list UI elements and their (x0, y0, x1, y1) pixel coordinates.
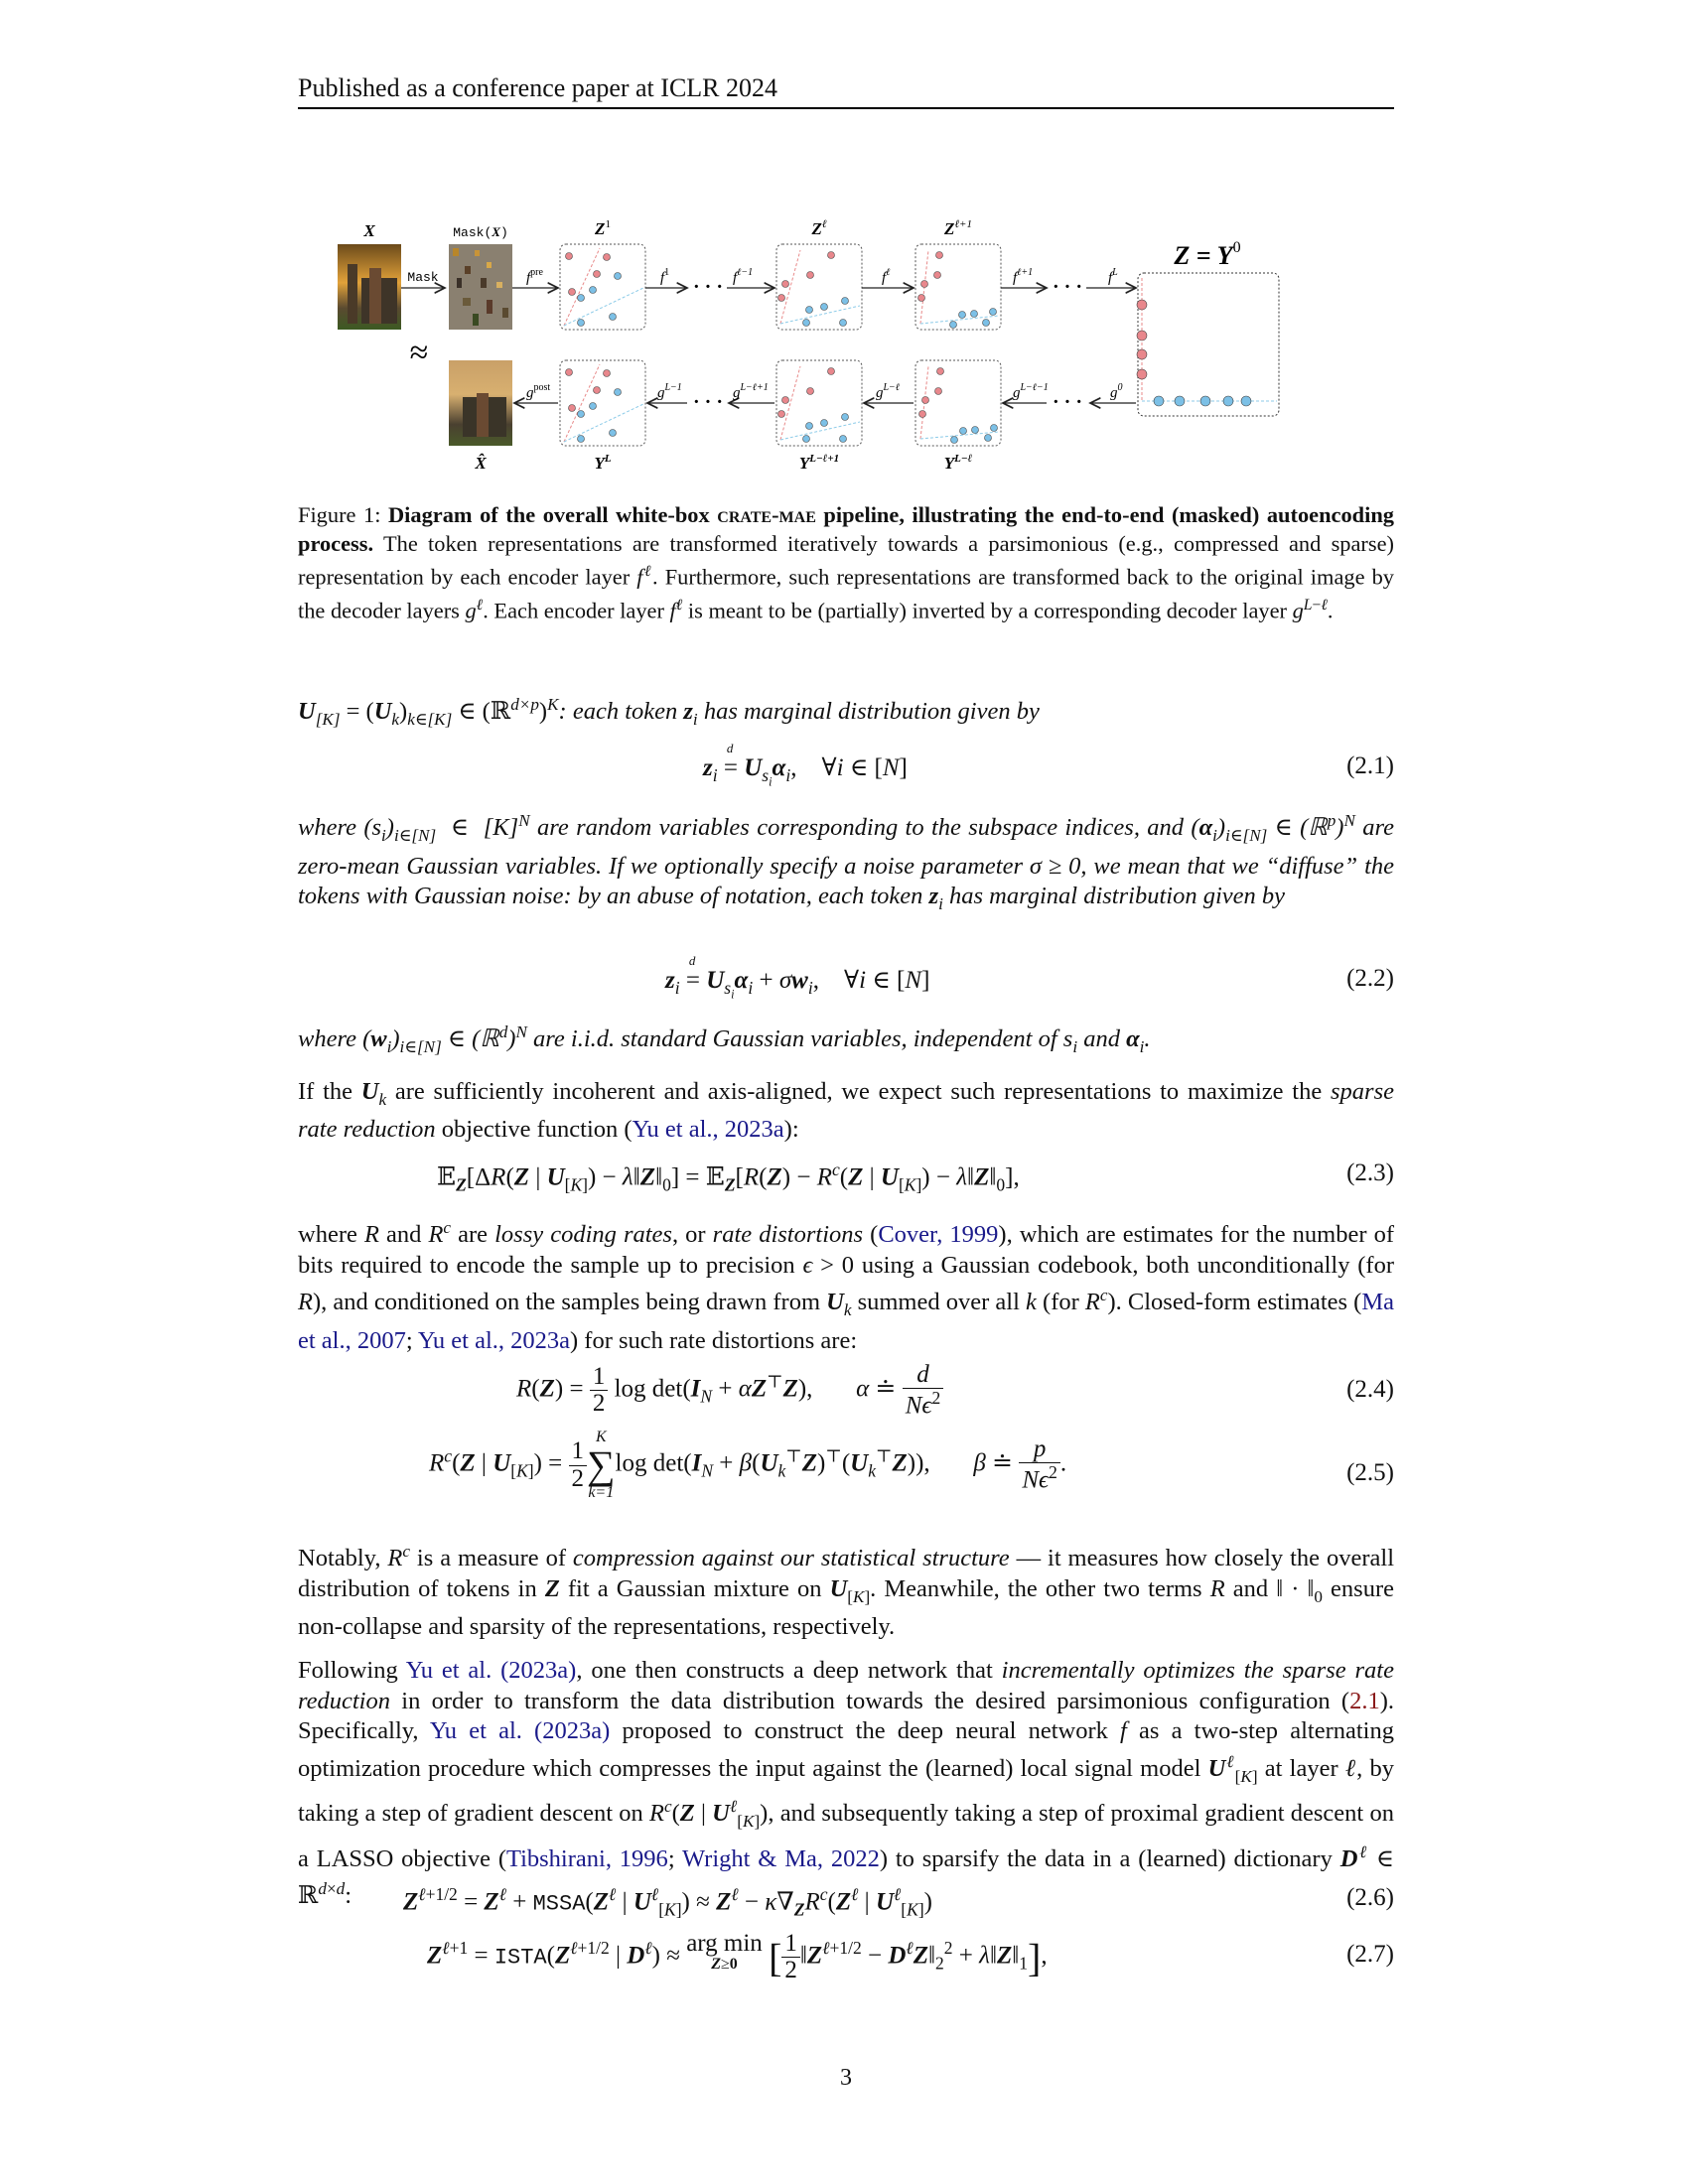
citation-link[interactable]: Yu et al., 2023a (632, 1116, 784, 1144)
svg-text:· · ·: · · · (693, 276, 724, 298)
svg-text:X: X (363, 221, 375, 240)
svg-text:X̂: X̂ (475, 454, 487, 473)
citation-link[interactable]: Yu et al. (2023a) (429, 1717, 611, 1744)
equation-2-4: R(Z) = $\frac{1}{2}$ $\log \det(I_N + \alpha Z^⊤Z)$, α ≐ $\frac{d}{N\epsilon^2}$ (2.4) (516, 1361, 1394, 1420)
svg-text:Mask(X): Mask(X) (453, 224, 508, 240)
citation-link[interactable]: Wright & Ma, 2022 (682, 1844, 880, 1872)
svg-text:· · ·: · · · (693, 391, 724, 413)
citation-link[interactable]: Cover, 1999 (878, 1221, 999, 1249)
box-Z1 (560, 244, 645, 330)
svg-text:Zℓ+1: $Z^{\ell+1}$ (944, 218, 972, 238)
paragraph-random-variables: where $(s_i)_{i\in[N]}$ ∈ $[K]^N$ are random variables corresponding to the subspace indices, and $(\alpha_i)_{i\in[N]}$ ∈ (ℝ$^p$)$^N$ are zero-mean Gaussian variables. If we optionally specify a noise parameter σ ≥ 0, we mean that we “diffuse” the tokens with Gaussian noise: by an abuse of notation, each token $z_i$ has marginal distribution given by (298, 811, 1395, 913)
svg-text:g0: $g^0$ (1110, 382, 1123, 401)
svg-text:fℓ+1: $f^{\ell+1}$ (1013, 267, 1034, 286)
svg-text:f1: $f^1$ (660, 267, 670, 286)
box-YL (560, 360, 645, 446)
paragraph-deep-network: Following Yu et al. (2023a), one then constructs a deep network that incrementally optimizes the sparse rate reduction in order to transform the data distribution towards the desired parsimonious configuration (2.1). Specifically, Yu et al. (2023a) proposed to construct the deep neural network f as a two-step alternating optimization procedure which compresses the input against the (learned) local signal model $U^\ell_{[K]}$ at layer ℓ, by taking a step of gradient descent on $R^c(Z$ | $U^\ell_{[K]}$), and subsequently taking a step of proximal gradient descent on a LASSO objective (Tibshirani, 1996; Wright & Ma, 2022) to sparsify the data in a (learned) dictionary $D^\ell$ ∈ ℝ$^{d\times d}$: (298, 1657, 1394, 1910)
figure-1-diagram (318, 218, 1370, 477)
paragraph-compression: Notably, $R^c$ is a measure of compression against our statistical structure — it measures how closely the overall distribution of tokens in Z fit a Gaussian mixture on $U_{[K]}$. Meanwhile, the other two terms R and ‖ · $‖_0$ ensure non-collapse and sparsity of the representations, respectively. (298, 1542, 1395, 1641)
svg-text:gL−ℓ+1: $g^{L-\ell+1}$ (733, 382, 769, 401)
svg-text:YL−ℓ+1: $Y^{L-\ell+1}$ (798, 453, 840, 473)
equation-2-6: $Z^{\ell+1/2} = Z^\ell$ + $MSSA(Z^\ell$ | $U^\ell_{[K]}) \approx Z^\ell - \kappa\nabla_ZR^c(Z^\ell$ | $U^\ell_{[K]}$) (2.6) (403, 1884, 1394, 1920)
svg-text:fℓ−1: $f^{\ell-1}$ (733, 267, 754, 286)
svg-text:gL−ℓ: $g^{L-\ell}$ (876, 382, 900, 401)
box-YLl1 (776, 360, 862, 446)
header-rule (298, 107, 1394, 109)
running-header: Published as a conference paper at ICLR 2024 (298, 73, 778, 102)
svg-text:gL−ℓ−1: $g^{L-\ell-1}$ (1013, 382, 1049, 401)
paragraph-noise: where $(w_i)_{i\in[N]}$ ∈ (ℝ$^d$)$^N$ are i.i.d. standard Gaussian variables, independent of $s_i$ and $\alpha_i$. (298, 1023, 1151, 1057)
reconstructed-image (449, 360, 512, 446)
citation-link[interactable]: Yu et al. (2023a) (405, 1657, 577, 1684)
equation-ref-link[interactable]: 2.1 (1349, 1687, 1380, 1714)
paragraph-subspace-model: $U_{[K]} = (U_k)_{k\in[K]}$ ∈ (ℝ$^{d\times p}$)$^K$: each token $z_i$ has marginal distribution given by (298, 695, 1040, 730)
equation-2-5: $R^c(Z$ | $U_{[K]}$) = $\frac{1}{2}$ K ∑ k=1 $\log \det(I_N + \beta(U_k^⊤Z)^⊤(U_k^⊤Z))$, β ≐ $\frac{p}{N\epsilon^2}$ . (2.5) (429, 1429, 1394, 1501)
masked-image (449, 244, 512, 330)
svg-text:· · ·: · · · (1053, 391, 1083, 413)
svg-text:Mask: Mask (407, 270, 439, 285)
citation-link[interactable]: Ma et al., 2007 (298, 1289, 1395, 1354)
equation-2-7: $Z^{\ell+1}$ = $ISTA(Z^{\ell+1/2}$ | $D^\ell$) ≈ arg min Z≥0 [ $\frac{1}{2}$ $‖Z^{\ell+1/2}$ − $D^\ell Z‖_2^2$ + $\lambda‖Z‖_1$], (2.7) (427, 1930, 1394, 1984)
svg-text:Zℓ: $Z^\ell$ (811, 218, 827, 238)
svg-text:fℓ: $f^\ell$ (882, 267, 891, 286)
citation-link[interactable]: Yu et al., 2023a (417, 1326, 570, 1354)
paragraph-coding-rates: where R and $R^c$ are lossy coding rates, or rate distortions (Cover, 1999), which are estimates for the number of bits required to encode the sample up to precision ϵ > 0 using a Gaussian codebook, both unconditionally (for R), and conditioned on the samples being drawn from $U_k$ summed over all k (for $R^c$). Closed-form estimates (Ma et al., 2007; Yu et al., 2023a) for such rate distortions are: (298, 1218, 1395, 1354)
page-number: 3 (840, 2065, 852, 2091)
box-Zl1 (915, 244, 1001, 330)
svg-text:YL−ℓ: $Y^{L-\ell}$ (943, 453, 973, 473)
figure-caption: Figure 1: Diagram of the overall white-box crate-mae pipeline, illustrating the end-to-end (masked) autoencoding process. The token representations are transformed iteratively towards a parsimonious (e.g., compressed and sparse) representation by each encoder layer $f^\ell$. Furthermore, such representations are transformed back to the original image by the decoder layers $g^\ell$. Each encoder layer $f^\ell$ is meant to be (partially) inverted by a corresponding decoder layer $g^{L-\ell}$. (298, 502, 1394, 623)
box-Z-Y0 (1137, 273, 1279, 416)
citation-link[interactable]: Tibshirani, 1996 (505, 1844, 668, 1872)
box-YLl (915, 360, 1001, 446)
svg-text:Z1: $Z^1$ (595, 218, 611, 238)
svg-text:YL: $Y^L$ (594, 453, 612, 473)
svg-text:gL−1: $g^{L-1}$ (657, 382, 682, 401)
svg-text:· · ·: · · · (1053, 276, 1083, 298)
svg-text:fL: $f^L$ (1108, 267, 1118, 286)
equation-2-2: $z_i$ = d $U_{s_i}\alpha_i + \sigma w_i$, ∀i ∈ [N] (2.2) (665, 953, 1394, 1002)
box-Zl (776, 244, 862, 330)
approx-symbol: ≈ (409, 335, 429, 371)
paragraph-sparse-rate-reduction: If the $U_k$ are sufficiently incoherent and axis-aligned, we expect such representations to maximize the sparse rate reduction objective function (Yu et al., 2023a): (298, 1078, 1394, 1144)
equation-2-3: 𝔼$_Z$[ΔR(Z | $U_{[K]}$) − $\lambda‖Z‖_0$] = 𝔼$_Z$[R(Z) − $R^c(Z$ | $U_{[K]}$) − $\lambda‖Z‖_0$], (2.3) (437, 1160, 1394, 1195)
svg-text:fpre: $f^{pre}$ (526, 267, 543, 286)
svg-text:Z = Y0: $Z = Y^0$ (1174, 239, 1241, 270)
input-image (338, 244, 401, 330)
equation-2-1: $z_i$ = d $U_{s_i}\alpha_i$, ∀i ∈ [N] (2.1) (703, 741, 1394, 789)
svg-text:gpost: $g^{post}$ (526, 382, 551, 401)
